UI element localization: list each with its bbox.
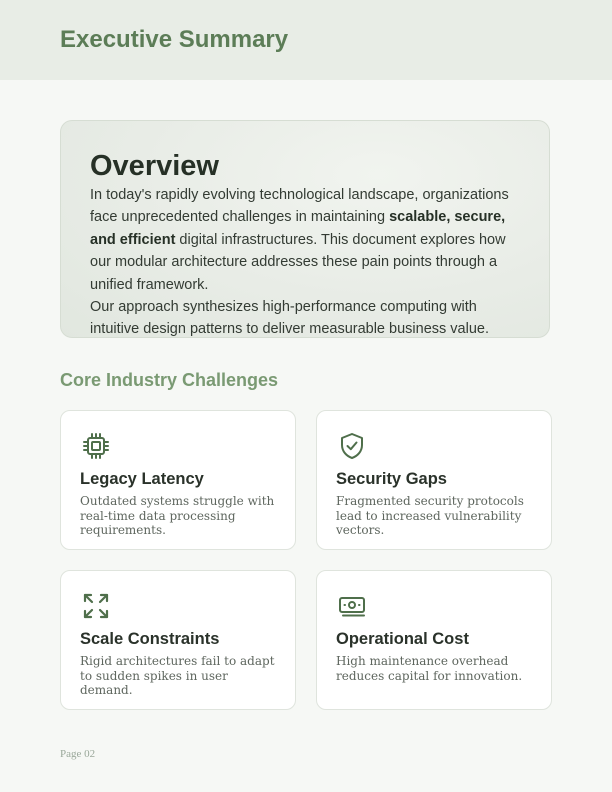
overview-paragraph-2: Our approach synthesizes high-performance computing with intuitive design patterns to deliver measurable business value. xyxy=(90,299,489,338)
card-title: Scale Constraints xyxy=(80,630,220,648)
card-title: Operational Cost xyxy=(336,630,469,648)
card-title: Legacy Latency xyxy=(80,470,204,488)
cpu-chip-icon xyxy=(81,431,111,461)
challenge-card-scale-constraints xyxy=(60,570,296,710)
card-title: Security Gaps xyxy=(336,470,447,488)
challenges-section-title: Core Industry Challenges xyxy=(60,370,279,390)
card-description: High maintenance overhead reduces capital for innovation. xyxy=(336,654,523,683)
page-number: Page 02 xyxy=(60,748,96,760)
page-header xyxy=(0,0,612,80)
overview-panel xyxy=(60,120,550,338)
overview-emphasis: scalable, secure, and efficient xyxy=(90,209,506,248)
overview-heading: Overview xyxy=(90,150,219,182)
money-bill-icon xyxy=(337,591,367,621)
overview-paragraph-1-rest: digital infrastructures. This document explores how our modular architecture addresses these pain points through a unified framework. xyxy=(90,231,506,293)
challenge-card-operational-cost xyxy=(316,570,552,710)
overview-paragraph-1 xyxy=(90,184,520,296)
page-title: Executive Summary xyxy=(60,26,289,53)
card-description: Outdated systems struggle with real-time data processing requirements. xyxy=(80,494,275,537)
expand-arrows-icon xyxy=(81,591,111,621)
challenge-card-legacy-latency xyxy=(60,410,296,550)
card-description: Rigid architectures fail to adapt to sudden spikes in user demand. xyxy=(80,654,275,697)
overview-paragraph-1-lead: In today's rapidly evolving technological landscape, organizations face unprecedented challenges in maintaining xyxy=(90,187,509,226)
shield-check-icon xyxy=(337,431,367,461)
card-description: Fragmented security protocols lead to increased vulnerability vectors. xyxy=(336,494,524,537)
overview-body xyxy=(90,184,520,338)
challenge-card-security-gaps xyxy=(316,410,552,550)
